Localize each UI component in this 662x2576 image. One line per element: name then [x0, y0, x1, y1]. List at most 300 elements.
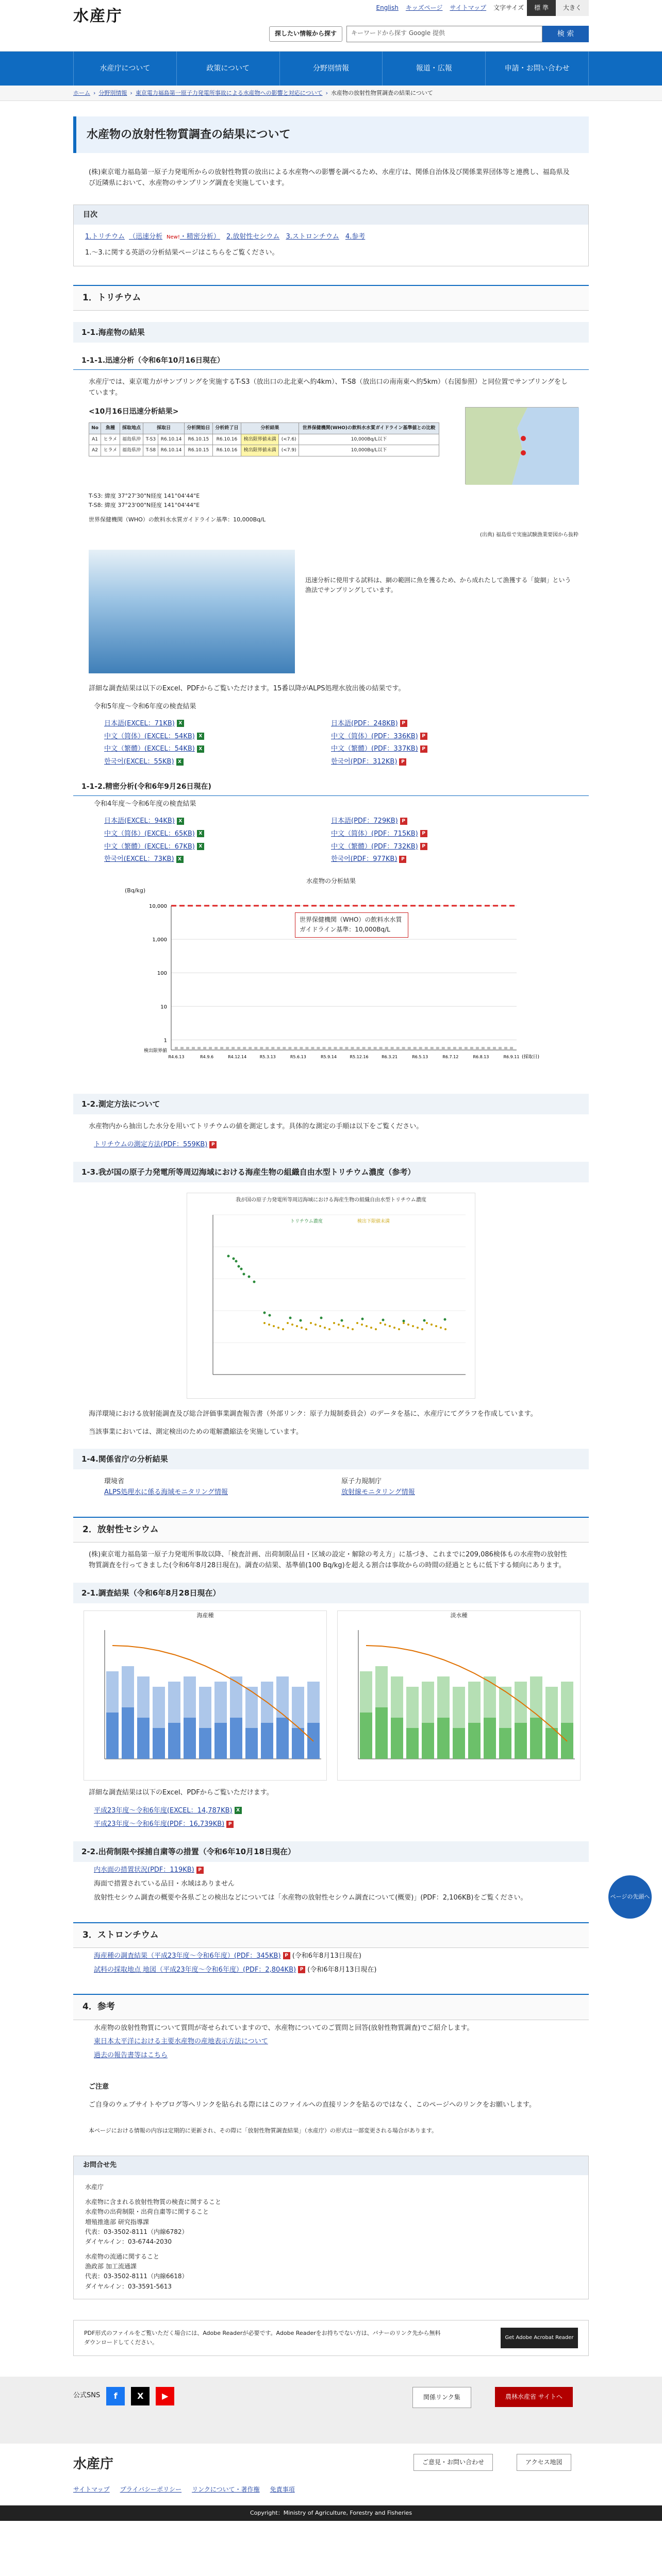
file-link[interactable]: 한국어(EXCEL：55KB): [104, 758, 174, 766]
contact-box: お問合せ先 水産庁 水産物に含まれる放射性物質の検査に関すること 水産物の出荷制限・出荷自粛等に関すること 増殖推進部 研究指導課 代表：03-3502-8111（内線6782） ダイヤルイン：03-6744-2030 水産物の流通に関すること 漁政部 加工流通課 代表：03-3502-8111（内線6618） ダイヤルイン：03-3591-5613: [73, 2156, 589, 2299]
method-pdf-link[interactable]: トリチウムの測定方法(PDF：559KB): [94, 1141, 208, 1149]
toc-tritium-link[interactable]: 1.トリチウム: [85, 233, 125, 241]
below-limit-point: [393, 1327, 395, 1329]
header: [0, 0, 662, 52]
below-limit-point: [396, 1047, 400, 1050]
footer-copyright-link[interactable]: リンクについて・著作権: [192, 2485, 260, 2493]
below-limit-point: [345, 1047, 349, 1050]
precise-range: 令和4年度～令和6年度の検査結果: [94, 800, 196, 808]
who-guideline: 世界保健機関（WHO）の飲料水水質ガイドライン基準：10,000Bq/L: [89, 516, 266, 523]
below-limit-point: [277, 1047, 280, 1050]
data-point: [235, 1260, 238, 1262]
notice-title: ご注意: [89, 2082, 109, 2091]
page: 水産庁 English キッズページ サイトマップ 文字サイズ 標 準 大きく 探したい情報から探す キーワードから探す Google 提供 検 索 水産庁について 政策について 分野別情報 報道・広報 申請・お問い合わせ ホーム › 分野別情報 › 東京電力福島第一原子力発電所事故による水産物への影響と対応について › 水産物の放射性物質調査の結果について 水産物の放射性物質調査の結果について (株)東京電力福島第一原子力発電所からの放射性物質の放出による水産物への影響を調べるため、水産庁は、関係自治体及び関係業界団体等と連携し、福島県及び近隣県において、水産物のサンプリング調査を実施しています。 目次 1.トリチウム （迅速分析 New!・精密分析） 2.放射性セシウム 3.ストロンチウム 4.参考 1.～3.に関する英語の分析結果ページはこちらをご覧ください。 1．トリチウム 1-1.海産物の結果 1-1-1.迅速分析（令和6年10月16日現在） 水産庁では、東京電力がサンプリングを実施するT-S3（放出口の北北東へ約4km）、T-S8（放出口の南南東へ約5km）（右図参照）と同位置でサンプリングをしています。 <10月16日迅速分析結果> No 魚種 採取地点 採取日 分析開始日 分析終了日 分析結果 世界保健機関(WHO)の飲料水水質ガイドライン基準値との比較 A1 ヒラメ 福島県沖 T-S3 R6.10.14 R6.10.15 R6.10.16 検出限界値未満 (<7.6) 10,000Bq/L以下 A2 ヒラメ 福島県沖 T-S8 R6.10.14 R6.10.15 R6.10.16 検出限界値未満 (<7.9) 10,000Bq/L以下 T-S3: 緯度 37°27'30"N経度 141°04'44"E T-S8: 緯度 37°23'00"N経度 141°04'44"E 世界保健機関（WHO）の飲料水水質ガイドライン基準：10,000Bq/L (出典) 福島県で実施試験漁業要図から抜粋 迅速分析に使用する試料は、網の範囲に魚を獲るため、から成れたして漁獲する「旋網」という漁法でサンプリングしています。 詳細な調査結果は以下のExcel、PDFからご覧いただけます。15番以降がALPS処理水放出後の結果です。 令和5年度～令和6年度の検査結果 日本語(EXCEL：71KB) X 日本語(PDF：248KB) P 中文（简体）(EXCEL：54KB) X 中文（简体）(PDF：336KB) P 中文（繁體）(EXCEL：54KB) X 中文（繁體）(PDF：337KB) P 한국어(EXCEL：55KB) X 한국어(PDF：312KB) P 1-1-2.精密分析(令和6年9月26日現在) 令和4年度～令和6年度の検査結果 日本語(EXCEL：94KB) X 日本語(PDF：729KB) P 中文（简体）(EXCEL：65KB) X 中文（简体）(PDF：715KB) P 中文（繁體）(EXCEL：67KB) X 中文（繁體）(PDF：732KB) P 한국어(EXCEL：73KB) X 한국어(PDF：977KB) P 水産物の分析結果 (Bq/kg) 10,000 1,000 100 10 1 検出限界値 R4.6.13 R4.9.6 R4.12.14 R5.3.13 R5.6.13 R5.9.14 R5.12.16 R6.3.21 R6.5.13 R6.7.12 R6.8.13 R6.9.11 (採取日) 世界保健機関（WHO）の飲料水水質ガイドライン基準：10,000Bq/L 1-2.測定方法について 水産物内から抽出した水分を用いてトリチウムの値を測定します。具体的な測定の手順は以下をご覧ください。 トリチウムの測定方法(PDF：559KB) P 1-3.我が国の原子力発電所等周辺海域における海産生物の組織自由水型トリチウム濃度（参考） 我が国の原子力発電所等周辺海域における海産生物の組織自由水型トリチウム濃度 トリチウム濃度 検出下限値未満 海洋環境における放射能調査及び総合評価事業調査報告書（外部リンク：原子力規制委員会）のデータを基に、水産庁にてグラフを作成しています。 当該事業においては、測定検出のための電解濃縮法を実施しています。 1-4.関係省庁の分析結果 環境省 ALPS処理水に係る海域モニタリング情報 原子力規制庁 放射線モニタリング情報 2．放射性セシウム (株)東京電力福島第一原子力発電所事故以降、「検査計画、出荷制限品目・区域の設定・解除の考え方」に基づき、これまでに209,086検体もの水産物の放射性物質調査を行ってきました(令和6年8月28日現在)。調査の結果、基準値(100 Bq/kg)を超える割合は事故からの時間の経過とともに低下する傾向にあります。 2-1.調査結果（令和6年8月28日現在） 海産種 淡水種 詳細な調査結果は以下のExcel、PDFからご覧いただけます。 平成23年度～令和6年度(EXCEL：14,787KB) X 平成23年度～令和6年度(PDF：16,739KB) P 2-2.出荷制限や採捕自粛等の措置（令和6年10月18日現在） 内水面の措置状況(PDF：119KB) P 海面で措置されている品目・水域はありません 放射性セシウム調査の概要や各県ごとの検出などについては「水産物の放射性セシウム調査について(概要)」(PDF：2,106KB)をご覧ください。 3．ストロンチウム 海産種の調査結果（平成23年度～令和6年度）(PDF：345KB) P (令和6年8月13日現在) 試料の採取地点 地図（平成23年度～令和6年度）(PDF：2,804KB) P (令和6年8月13日現在) 4．参考 水産物の放射性物質について質問が寄せられていますので、水産物についてのご質問と回答(放射性物質調査)でご紹介します。 東日本太平洋における主要水産物の産地表示方法について 過去の報告書等はこちら ご注意 ご自身のウェブサイトやブログ等へリンクを貼られる際にはこのファイルへの直接リンクを貼るのではなく、このページへのリンクをお願いします。 本ページにおける情報の内容は定期的に更新され、その際に「放射性物質調査結果」（水産庁）の形式は一部変更される場合があります。 お問合せ先 水産庁 水産物に含まれる放射性物質の検査に関すること 水産物の出荷制限・出荷自粛等に関すること 増殖推進部 研究指導課 代表：03-3502-8111（内線6782） ダイヤルイン：03-6744-2030 水産物の流通に関すること 漁政部 加工流通課 代表：03-3502-8111（内線6618） ダイヤルイン：03-3591-5613 PDF形式のファイルをご覧いただく場合には、Adobe Readerが必要です。Adobe Readerをお持ちでない方は、バナーのリンク先から無料ダウンロードしてください。 Get Adobe Acrobat Reader 公式SNS f X ▶ 関係リンク集 農林水産省 サイトへ 水産庁 ご意見・お問い合わせ アクセス地図 サイトマップ プライバシーポリシー リンクについて・著作権 免責事項 Copyright：Ministry of Agriculture, Forestry and Fisheries ページの先頭へ: [0, 0, 662, 2576]
below-limit-point: [374, 1047, 377, 1050]
coord-ts3: T-S3: 緯度 37°27'30"N経度 141°04'44"E: [89, 493, 200, 500]
below-limit-point: [453, 1047, 456, 1050]
below-limit-point: [254, 1047, 257, 1050]
below-limit-point: [435, 1325, 437, 1327]
below-limit-point: [328, 1328, 330, 1330]
below-limit-point: [425, 1047, 428, 1050]
x-tick-label: R5.12.16: [350, 1055, 369, 1060]
y-tick-label: 100: [157, 971, 167, 977]
bar: [360, 1713, 372, 1759]
y-tick-label: 10,000: [149, 904, 167, 910]
data-point: [263, 1311, 266, 1314]
copyright: Copyright：Ministry of Agriculture, Forestry and Fisheries: [0, 2505, 662, 2521]
below-limit-point: [431, 1324, 433, 1326]
adobe-banner[interactable]: Get Adobe Acrobat Reader: [501, 2328, 578, 2348]
text-size-label: 文字サイズ: [493, 4, 524, 11]
cesium-excel-link[interactable]: 平成23年度～令和6年度(EXCEL：14,787KB): [94, 1806, 233, 1815]
bar: [276, 1718, 289, 1759]
bar: [406, 1728, 419, 1759]
restriction-heading: 2-2.出荷制限や採捕自粛等の措置（令和6年10月18日現在）: [73, 1841, 589, 1862]
cesium-results-heading: 2-1.調査結果（令和6年8月28日現在）: [73, 1583, 589, 1603]
below-limit-point: [243, 1047, 246, 1050]
bar: [484, 1718, 496, 1759]
file-link[interactable]: 中文（简体）(PDF：336KB): [331, 732, 418, 740]
footnote: 本ページにおける情報の内容は定期的に更新され、その際に「放射性物質調査結果」（水産庁）の形式は一部変更される場合があります。: [89, 2127, 438, 2134]
below-limit-point: [305, 1328, 307, 1330]
toc-strontium-link[interactable]: 3.ストロンチウム: [286, 233, 339, 241]
toc-heading: 目次: [74, 205, 588, 225]
data-point: [248, 1275, 251, 1278]
bar: [422, 1723, 434, 1759]
site-logo[interactable]: 水産庁: [73, 7, 123, 25]
toc-precise-link[interactable]: ・精密分析）: [179, 233, 220, 241]
access-map-button[interactable]: アクセス地図: [517, 2454, 571, 2471]
footer-privacy-link[interactable]: プライバシーポリシー: [120, 2485, 182, 2493]
data-point: [243, 1273, 245, 1275]
data-point: [240, 1267, 243, 1270]
below-limit-point: [311, 1047, 314, 1050]
file-link[interactable]: 日本語(PDF：729KB): [331, 817, 398, 825]
new-badge: New!: [167, 234, 180, 241]
below-limit-point: [379, 1047, 383, 1050]
below-limit-point: [287, 1322, 289, 1324]
below-limit-point: [426, 1322, 428, 1324]
bar: [199, 1728, 211, 1759]
below-limit-point: [407, 1324, 409, 1326]
size-large-button[interactable]: 大きく: [556, 0, 589, 16]
below-limit-point: [319, 1325, 321, 1327]
breadcrumb-current: 水産物の放射性物質調査の結果について: [331, 89, 433, 96]
below-limit-point: [419, 1047, 422, 1050]
x-tick-label: R4.9.6: [200, 1055, 214, 1060]
quick-range: 令和5年度～令和6年度の検査結果: [94, 702, 196, 710]
bar: [453, 1728, 465, 1759]
below-limit-point: [301, 1327, 303, 1329]
map-caption: (出典) 福島県で実施試験漁業要図から抜粋: [480, 532, 578, 538]
below-limit-point: [408, 1047, 411, 1050]
file-link[interactable]: 한국어(EXCEL：73KB): [104, 855, 174, 863]
data-point: [341, 1319, 343, 1321]
data-point: [403, 1319, 405, 1322]
below-limit-point: [413, 1047, 417, 1050]
size-normal-button[interactable]: 標 準: [527, 0, 556, 16]
file-link[interactable]: 日本語(EXCEL：71KB): [104, 719, 175, 727]
reference-text-1: 海洋環境における放射能調査及び総合評価事業調査報告書（外部リンク：原子力規制委員会）のデータを基に、水産庁にてグラフを作成しています。: [89, 1410, 537, 1418]
data-point: [320, 1316, 323, 1319]
file-link[interactable]: 中文（繁體）(EXCEL：67KB): [104, 842, 195, 851]
fishing-illustration: [89, 550, 295, 673]
below-limit-point: [459, 1047, 462, 1050]
breadcrumb-home[interactable]: ホーム: [73, 89, 90, 96]
below-limit-point: [338, 1324, 340, 1326]
reference-chart-svg: [187, 1205, 476, 1390]
below-limit-point: [417, 1327, 419, 1329]
freshwater-chart: [337, 1611, 581, 1781]
below-limit-point: [197, 1047, 201, 1050]
faq-text[interactable]: 水産物の放射性物質について質問が寄せられていますので、水産物についてのご質問と回答(放射性物質調査)でご紹介します。: [94, 2024, 474, 2032]
bar: [106, 1713, 119, 1759]
below-limit-point: [375, 1328, 377, 1330]
reference-chart: [187, 1193, 475, 1399]
cesium-text: (株)東京電力福島第一原子力発電所事故以降、「検査計画、出荷制限品目・区域の設定・解除の考え方」に基づき、これまでに209,086検体もの水産物の放射性物質調査を行ってきました(令和6年8月28日現在)。調査の結果、基準値(100 Bq/kg)を超える割合は事故からの時間の経過とともに低下する傾向にあります。: [89, 1551, 567, 1570]
bar: [515, 1723, 527, 1759]
nav-press[interactable]: 報道・広報: [383, 52, 486, 86]
toc-reference-link[interactable]: 4.参考: [345, 233, 366, 241]
footer-disclaimer-link[interactable]: 免責事項: [270, 2485, 295, 2493]
x-tick-label: R6.8.13: [473, 1055, 489, 1060]
below-limit-point: [263, 1322, 266, 1324]
file-link[interactable]: 中文（繁體）(EXCEL：54KB): [104, 745, 195, 753]
below-limit-point: [214, 1047, 218, 1050]
below-limit-point: [317, 1047, 320, 1050]
marine-results-heading: 1-1.海産物の結果: [73, 322, 589, 343]
pdf-note: [73, 2320, 589, 2356]
file-link[interactable]: 한국어(PDF：312KB): [331, 758, 398, 766]
bar: [437, 1718, 450, 1759]
quick-analysis-heading: 1-1-1.迅速分析（令和6年10月16日現在）: [73, 352, 589, 370]
y-tick-label: 10: [160, 1004, 167, 1010]
bar: [468, 1723, 481, 1759]
below-limit-point: [266, 1047, 269, 1050]
nav-policy[interactable]: 政策について: [177, 52, 280, 86]
notice-text: ご自身のウェブサイトやブログ等へリンクを貼られる際にはこのファイルへの直接リンクを貼るのではなく、このページへのリンクをお願いします。: [89, 2100, 536, 2109]
below-limit-point: [203, 1047, 206, 1050]
kids-link[interactable]: キッズページ: [405, 4, 443, 11]
file-link[interactable]: 中文（简体）(PDF：715KB): [331, 829, 418, 838]
data-point: [269, 1314, 271, 1316]
y-tick-label: 1: [163, 1038, 167, 1044]
strontium-map-link[interactable]: 試料の採取地点 地図（平成23年度～令和6年度）(PDF：2,804KB): [94, 1965, 296, 1974]
below-limit-point: [175, 1047, 178, 1050]
chart-ylabel: (Bq/kg): [125, 887, 146, 894]
x-icon[interactable]: X: [131, 2387, 150, 2405]
nav-contact[interactable]: 申請・お問い合わせ: [486, 52, 589, 86]
agencies-heading: 1-4.関係省庁の分析結果: [73, 1449, 589, 1469]
below-limit-point: [291, 1324, 293, 1326]
quick-analysis-text: 水産庁では、東京電力がサンプリングを実施するT-S3（放出口の北北東へ約4km）、T-S8（放出口の南南東へ約5km）（右図参照）と同位置でサンプリングをしています。: [89, 378, 568, 397]
file-link[interactable]: 日本語(PDF：248KB): [331, 719, 398, 727]
youtube-icon[interactable]: ▶: [156, 2387, 174, 2405]
below-limit-point: [249, 1047, 252, 1050]
below-limit-point: [294, 1047, 297, 1050]
sns-label: 公式SNS: [73, 2392, 101, 2400]
bar: [391, 1718, 403, 1759]
page-top-button[interactable]: ページの先頭へ: [608, 1875, 652, 1919]
below-limit-point: [282, 1328, 284, 1330]
below-limit-point: [487, 1047, 490, 1050]
radiation-monitoring-link[interactable]: 放射線モニタリング情報: [341, 1488, 415, 1497]
below-limit-point: [220, 1047, 223, 1050]
table-row: A2 ヒラメ 福島県沖 T-S8 R6.10.14 R6.10.15 R6.10.16 検出限界値未満 (<7.9) 10,000Bq/L以下: [89, 445, 439, 456]
footer-logo[interactable]: 水産庁: [73, 2456, 114, 2472]
legend-item: 検出下限値未満: [357, 1218, 390, 1224]
below-limit-point: [351, 1047, 354, 1050]
facebook-icon[interactable]: f: [106, 2387, 125, 2405]
quick-results-table: No 魚種 採取地点 採取日 分析開始日 分析終了日 分析結果 世界保健機関(WHO)の飲料水水質ガイドライン基準値との比較 A1 ヒラメ 福島県沖 T-S3 R6.10.14 R6.10.15 R6.10.16 検出限界値未満 (<7.6) 10,000Bq/L以下 A2 ヒラメ 福島県沖 T-S8 R6.10.14 R6.10.15 R6.10.16 検出限界値未満 (<7.9) 10,000Bq/L以下: [89, 422, 439, 456]
below-limit-point: [442, 1047, 445, 1050]
data-point: [289, 1316, 292, 1319]
reference-concentration-heading: 1-3.我が国の原子力発電所等周辺海域における海産生物の組織自由水型トリチウム濃度（参考）: [73, 1162, 589, 1182]
below-limit-point: [366, 1325, 368, 1327]
x-axis-label: (採取日): [522, 1055, 540, 1060]
bar: [153, 1728, 165, 1759]
past-reports-link[interactable]: 過去の報告書等はこちら: [94, 2052, 168, 2060]
below-limit-point: [288, 1047, 291, 1050]
legend-item: トリチウム濃度: [290, 1218, 323, 1224]
below-limit-point: [431, 1047, 434, 1050]
precise-files: 日本語(EXCEL：94KB) X 日本語(PDF：729KB) P 中文（简体）(EXCEL：65KB) X 中文（简体）(PDF：715KB) P 中文（繁體）(EXCEL：67KB) X 中文（繁體）(PDF：732KB) P 한국어(EXCEL：73KB) X 한국어(PDF：977KB) P: [104, 815, 558, 866]
strontium-results-link[interactable]: 海産種の調査結果（平成23年度～令和6年度）(PDF：345KB): [94, 1952, 281, 1960]
x-tick-label: R6.7.12: [442, 1055, 459, 1060]
search-row: [269, 26, 589, 42]
intro-text: (株)東京電力福島第一原子力発電所からの放射性物質の放出による水産物への影響を調べるため、水産庁は、関係自治体及び関係業界団体等と連携し、福島県及び近隣県において、水産物のサンプリング調査を実施しています。: [89, 168, 570, 187]
precise-analysis-heading: 1-1-2.精密分析(令和6年9月26日現在): [73, 778, 589, 796]
reference-chart-title: 我が国の原子力発電所等周辺海域における海産生物の組織自由水型トリチウム濃度: [236, 1197, 426, 1203]
below-limit-point: [324, 1327, 326, 1329]
below-limit-point: [342, 1325, 344, 1327]
below-limit-point: [362, 1047, 366, 1050]
file-link[interactable]: 中文（繁體）(PDF：337KB): [331, 745, 418, 753]
sitemap-link[interactable]: サイトマップ: [450, 4, 487, 11]
bar: [261, 1723, 273, 1759]
data-point: [233, 1257, 235, 1260]
tritium-chart: [125, 876, 540, 1082]
nav-about[interactable]: 水産庁について: [73, 52, 177, 86]
below-limit-point: [328, 1047, 331, 1050]
below-limit-point: [440, 1327, 442, 1329]
global-footer: [0, 2377, 662, 2444]
file-link[interactable]: 中文（繁體）(PDF：732KB): [331, 842, 418, 851]
data-point: [300, 1319, 302, 1321]
below-limit-point: [412, 1325, 414, 1327]
toc-quick-link[interactable]: （迅速分析: [129, 233, 163, 241]
below-limit-point: [482, 1047, 485, 1050]
below-limit-point: [356, 1322, 358, 1324]
bar: [122, 1707, 134, 1759]
alps-monitoring-link[interactable]: ALPS処理水に係る海域モニタリング情報: [104, 1488, 228, 1497]
inland-measures-link[interactable]: 内水面の措置状況(PDF：119KB): [94, 1866, 194, 1874]
below-limit-point: [283, 1047, 286, 1050]
below-limit-point: [180, 1047, 184, 1050]
toc-cesium-link[interactable]: 2.放射性セシウム: [226, 233, 280, 241]
below-limit-point: [268, 1324, 270, 1326]
bar: [168, 1723, 180, 1759]
section-cesium-heading: 2．放射性セシウム: [73, 1517, 589, 1543]
below-limit-point: [186, 1047, 189, 1050]
breadcrumb: ホーム › 分野別情報 › 東京電力福島第一原子力発電所事故による水産物への影響と対応について › 水産物の放射性物質調査の結果について: [0, 86, 662, 101]
coord-ts8: T-S8: 緯度 37°23'00"N経度 141°04'44"E: [89, 501, 200, 509]
marine-chart-title: 海産種: [196, 1612, 214, 1619]
data-point: [253, 1280, 256, 1283]
x-tick-label: R6.9.11: [503, 1055, 520, 1060]
table-row: A1 ヒラメ 福島県沖 T-S3 R6.10.14 R6.10.15 R6.10.16 検出限界値未満 (<7.6) 10,000Bq/L以下: [89, 434, 439, 445]
below-limit-point: [334, 1047, 337, 1050]
below-limit-point: [403, 1322, 405, 1324]
bar: [375, 1707, 388, 1759]
breadcrumb-fields[interactable]: 分野別情報: [98, 89, 127, 96]
origin-label-link[interactable]: 東日本太平洋における主要水産物の産地表示方法について: [94, 2038, 268, 2046]
below-limit-point: [271, 1047, 274, 1050]
below-limit-point: [192, 1047, 195, 1050]
below-limit-point: [231, 1047, 235, 1050]
below-limit-point: [310, 1322, 312, 1324]
find-info-button[interactable]: 探したい情報から探す: [269, 26, 342, 41]
bar: [530, 1718, 542, 1759]
below-limit-point: [352, 1328, 354, 1330]
bar: [137, 1718, 150, 1759]
freshwater-chart-title: 淡水種: [450, 1612, 468, 1619]
bottom-footer: [0, 2444, 662, 2521]
x-tick-label: R6.5.13: [412, 1055, 428, 1060]
marine-chart: [84, 1611, 327, 1781]
quick-files: 日本語(EXCEL：71KB) X 日本語(PDF：248KB) P 中文（简体）(EXCEL：54KB) X 中文（简体）(PDF：336KB) P 中文（繁體）(EXCEL：54KB) X 中文（繁體）(PDF：337KB) P 한국어(EXCEL：55KB) X 한국어(PDF：312KB) P: [104, 718, 558, 769]
file-link[interactable]: 한국어(PDF：977KB): [331, 855, 398, 863]
below-limit-point: [499, 1047, 502, 1050]
below-limit-point: [209, 1047, 212, 1050]
below-limit-point: [470, 1047, 473, 1050]
nav-fields[interactable]: 分野別情報: [280, 52, 383, 86]
below-limit-point: [260, 1047, 263, 1050]
below-limit-point: [300, 1047, 303, 1050]
file-link[interactable]: 中文（简体）(EXCEL：54KB): [104, 732, 195, 740]
data-point: [444, 1318, 446, 1320]
below-limit-point: [237, 1047, 240, 1050]
y-tick-label: 1,000: [152, 937, 167, 943]
bar: [245, 1728, 258, 1759]
section-tritium-heading: 1．トリチウム: [73, 285, 589, 311]
footer-sitemap-link[interactable]: サイトマップ: [73, 2485, 110, 2493]
x-tick-label: R5.6.13: [290, 1055, 306, 1060]
global-nav: [0, 52, 662, 86]
below-limit-point: [370, 1327, 372, 1329]
below-limit-point: [402, 1047, 405, 1050]
x-tick-label: R6.3.21: [382, 1055, 398, 1060]
below-limit-point: [226, 1047, 229, 1050]
below-limit-point: [436, 1047, 439, 1050]
below-limit-point: [448, 1047, 451, 1050]
below-limit-point: [315, 1324, 317, 1326]
y-tick-label: 検出限界値: [143, 1048, 167, 1054]
below-limit-point: [384, 1324, 386, 1326]
search-input[interactable]: キーワードから探す Google 提供: [346, 26, 542, 42]
below-limit-point: [465, 1047, 468, 1050]
data-point: [361, 1317, 364, 1320]
below-limit-point: [493, 1047, 496, 1050]
cesium-detail: 詳細な調査結果は以下のExcel、PDFからご覧いただけます。: [89, 1788, 273, 1797]
below-limit-point: [296, 1325, 298, 1327]
below-limit-point: [510, 1047, 513, 1050]
data-point: [227, 1255, 230, 1257]
data-point: [423, 1319, 426, 1321]
below-limit-point: [357, 1047, 360, 1050]
table-caption: <10月16日迅速分析結果>: [89, 407, 179, 416]
agency-env: 環境省: [104, 1478, 125, 1486]
chart-title: 水産物の分析結果: [306, 877, 356, 885]
below-limit-point: [476, 1047, 479, 1050]
below-limit-point: [398, 1328, 400, 1330]
agency-nra: 原子力規制庁: [341, 1478, 382, 1486]
bar: [184, 1718, 196, 1759]
x-tick-label: R5.3.13: [259, 1055, 276, 1060]
below-limit-point: [277, 1327, 279, 1329]
search-button[interactable]: 検 索: [542, 26, 589, 42]
below-limit-point: [391, 1047, 394, 1050]
method-text: 水産物内から抽出した水分を用いてトリチウムの値を測定します。具体的な測定の手順は以下をご覧ください。: [89, 1123, 423, 1131]
below-limit-point: [385, 1047, 388, 1050]
below-limit-point: [333, 1322, 335, 1324]
file-link[interactable]: 日本語(EXCEL：94KB): [104, 817, 175, 825]
feedback-button[interactable]: ご意見・お問い合わせ: [413, 2454, 493, 2471]
below-limit-point: [347, 1327, 349, 1329]
cesium-pdf-link[interactable]: 平成23年度～令和6年度(PDF：16,739KB): [94, 1820, 225, 1828]
section-strontium-heading: 3．ストロンチウム: [73, 1922, 589, 1948]
top-links: [376, 0, 589, 16]
sampling-map: [465, 407, 578, 484]
related-links-button[interactable]: 関係リンク集: [412, 2387, 471, 2408]
sea-no-measures: 海面で措置されている品目・水域はありません: [94, 1880, 235, 1888]
bar: [545, 1728, 558, 1759]
illustration-caption: 迅速分析に使用する試料は、網の範囲に魚を獲るため、から成れたして漁獲する「旋網」という漁法でサンプリングしています。: [305, 577, 571, 594]
maff-site-button[interactable]: 農林水産省 サイトへ: [495, 2387, 573, 2407]
section-reference-heading: 4．参考: [73, 1994, 589, 2020]
below-limit-point: [322, 1047, 325, 1050]
breadcrumb-accident[interactable]: 東京電力福島第一原子力発電所事故による水産物への影響と対応について: [135, 89, 323, 96]
file-link[interactable]: 中文（简体）(EXCEL：65KB): [104, 829, 195, 838]
below-limit-point: [444, 1328, 446, 1330]
below-limit-point: [421, 1328, 423, 1330]
page-title: 水産物の放射性物質調査の結果について: [73, 116, 589, 153]
data-point: [238, 1265, 240, 1267]
below-limit-point: [305, 1047, 308, 1050]
english-note[interactable]: 1.～3.に関する英語の分析結果ページはこちらをご覧ください。: [85, 248, 279, 257]
quick-detail-text: 詳細な調査結果は以下のExcel、PDFからご覧いただけます。15番以降がALPS処理水放出後の結果です。: [89, 685, 405, 693]
cesium-overview-text[interactable]: 放射性セシウム調査の概要や各県ごとの検出などについては「水産物の放射性セシウム調査について(概要)」(PDF：2,106KB)をご覧ください。: [94, 1893, 527, 1902]
below-limit-point: [273, 1325, 275, 1327]
data-point: [382, 1318, 385, 1321]
below-limit-point: [389, 1325, 391, 1327]
below-limit-point: [339, 1047, 342, 1050]
toc: [73, 205, 589, 266]
bar: [230, 1718, 242, 1759]
x-tick-label: R4.6.13: [168, 1055, 185, 1060]
below-limit-point: [361, 1324, 363, 1326]
below-limit-point: [379, 1322, 382, 1324]
pdf-text: PDF形式のファイルをご覧いただく場合には、Adobe Readerが必要です。Adobe Readerをお持ちでない方は、バナーのリンク先から無料ダウンロードしてください。: [84, 2330, 441, 2346]
x-tick-label: R5.9.14: [320, 1055, 337, 1060]
below-limit-point: [504, 1047, 507, 1050]
bar: [214, 1723, 227, 1759]
method-heading: 1-2.測定方法について: [73, 1094, 589, 1114]
below-limit-point: [368, 1047, 371, 1050]
reference-text-2: 当該事業においては、測定検出のための電解濃縮法を実施しています。: [89, 1428, 303, 1436]
english-link[interactable]: English: [376, 4, 399, 11]
bar: [292, 1728, 304, 1759]
